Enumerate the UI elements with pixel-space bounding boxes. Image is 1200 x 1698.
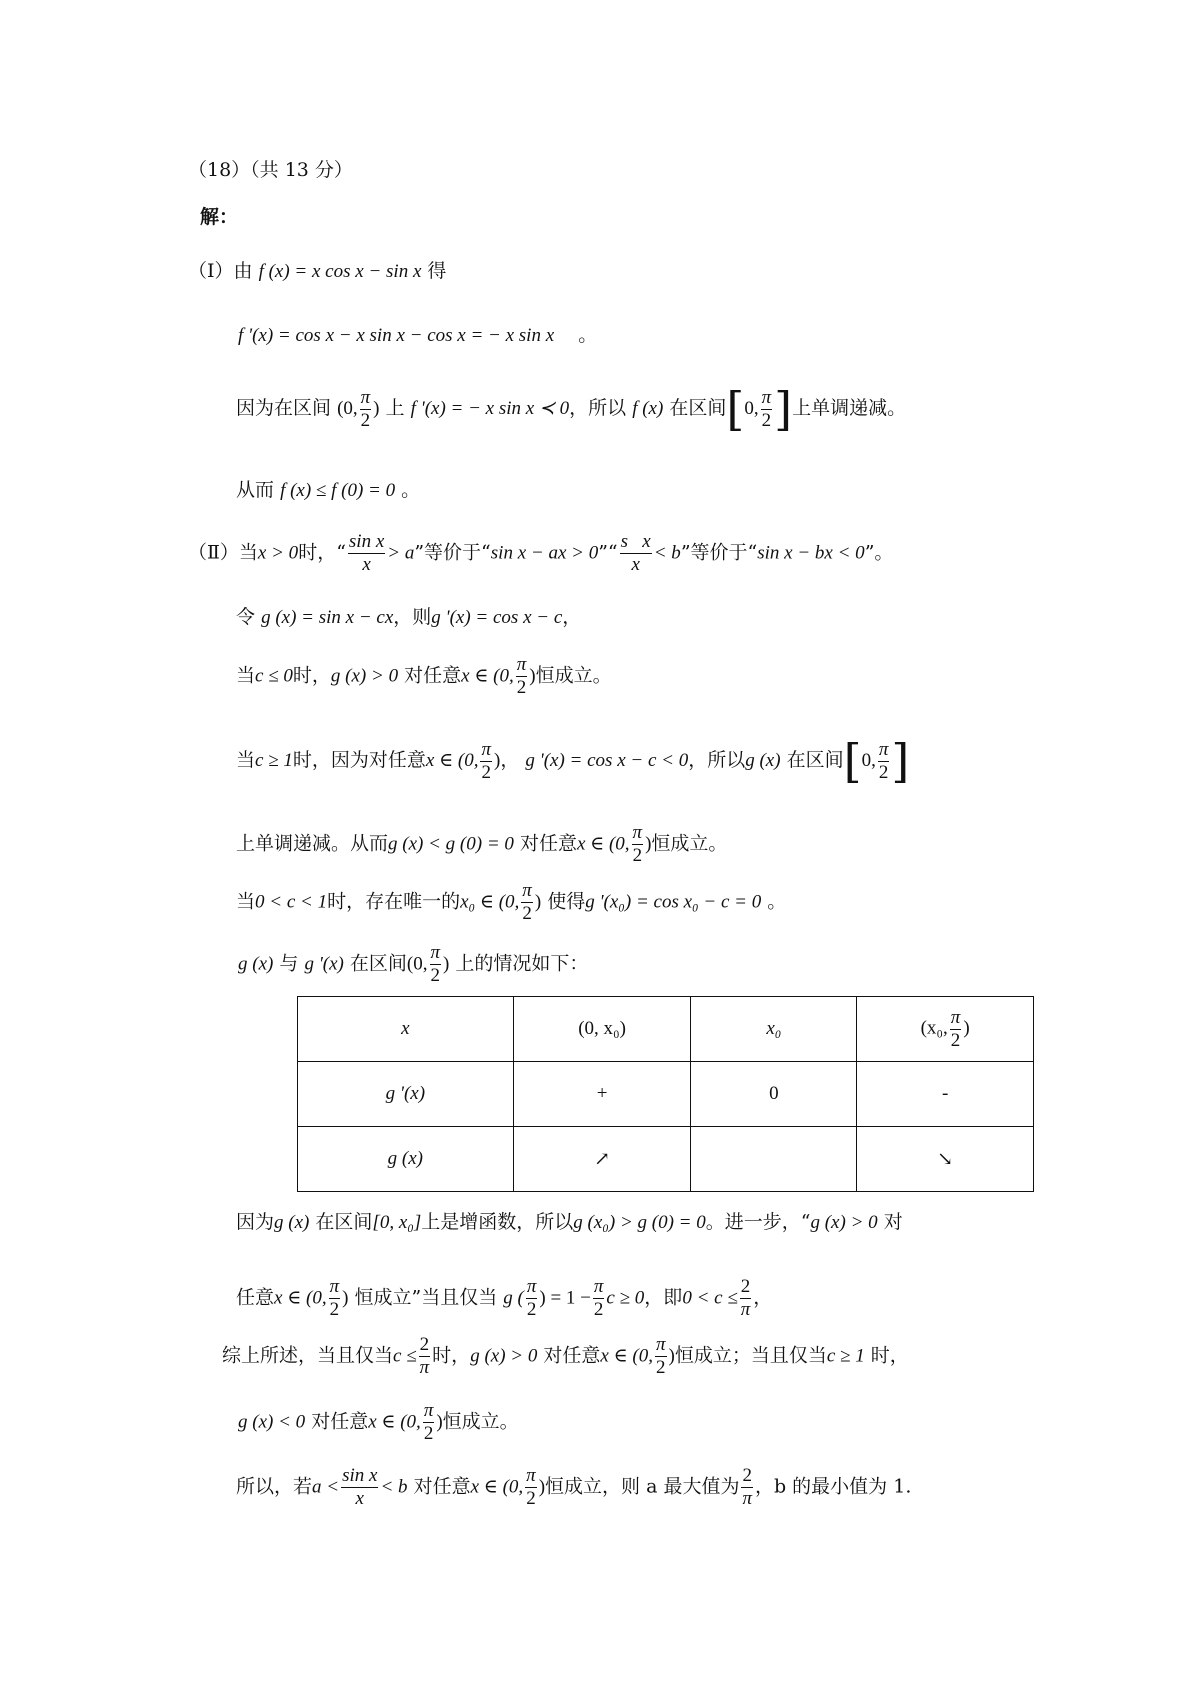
fraction-pi-over-2: $\frac{\pi}{2}$ <box>423 1400 434 1444</box>
fraction-pi-over-2: $\frac{\pi}{2}$ <box>593 1276 604 1320</box>
formula: > a <box>387 542 415 564</box>
formula: x ∈ (0, <box>576 833 630 855</box>
formula: sin x − bx < 0 <box>757 542 865 564</box>
problem-number: （18）（共 13 分） <box>188 159 353 181</box>
text: 当 <box>236 890 256 913</box>
text: 。 <box>578 324 598 346</box>
table-cell: ↗ <box>513 1127 691 1192</box>
text: 所以，若 <box>236 1475 313 1498</box>
formula: g '(x) <box>304 953 344 975</box>
part1-line4 <box>236 481 420 500</box>
formula: f (x) ≤ f (0) = 0 <box>280 480 396 501</box>
text: 时，“ <box>298 541 346 564</box>
text: 时， <box>292 664 331 687</box>
text: 。进一步，“ <box>705 1211 811 1233</box>
formula: 0 < c ≤ <box>682 1287 738 1309</box>
part2-line4: 当c ≥ 1时，因为对任意x ∈ (0, $\frac{\pi}{2}$ )， g '(x) = cos x − c < 0，所以g (x) 在区间[0, $\frac{\pi}{2}$ ] <box>236 734 910 788</box>
formula: g (x) <box>274 1212 310 1233</box>
formula: a < <box>312 1476 340 1498</box>
fraction-2-over-pi: $\frac{2}{\pi}$ <box>742 1465 752 1509</box>
fraction-pi-over-2: $\frac{\pi}{2}$ <box>632 822 643 866</box>
text: 时，存在唯一的 <box>327 890 461 913</box>
text: 上单调递减。 <box>792 397 907 419</box>
part2-line7: g (x) 与 g '(x) 在区间(0, $\frac{\pi}{2}$ ) 上的情况如下： <box>238 942 589 986</box>
formula: g '(x) = cos x − c <box>431 607 563 628</box>
formula: x ∈ (0, <box>461 665 514 687</box>
text: 恒成立”当且仅当 <box>354 1286 498 1309</box>
text: 时， <box>870 1344 909 1367</box>
formula: c ≥ 1 <box>826 1345 865 1367</box>
text: 恒成立；当且仅当 <box>674 1344 827 1367</box>
formula: g '(x) = cos x − c < 0 <box>525 750 689 771</box>
text: ， <box>562 606 582 628</box>
text: ，所以 <box>569 397 627 419</box>
formula: f (x) <box>632 398 664 419</box>
text: ，所以 <box>688 749 746 771</box>
fraction-pi-over-2: $\frac{\pi}{2}$ <box>878 738 889 783</box>
text: ，即 <box>644 1286 683 1309</box>
text: 恒成立。 <box>442 1410 519 1433</box>
text: 使得 <box>547 890 586 913</box>
fraction-pi-over-2: $\frac{\pi}{2}$ <box>656 1334 666 1378</box>
table-row <box>298 1127 1034 1192</box>
text: 在区间 <box>349 952 407 975</box>
text: 上 <box>385 397 405 419</box>
text: 在区间 <box>669 397 727 419</box>
table-cell: (0, x₀) <box>513 997 691 1062</box>
text: 与 <box>279 952 299 975</box>
table-cell: g '(x) <box>298 1062 514 1127</box>
text: 恒成立，则 a 最大值为 <box>545 1475 740 1498</box>
text: 在区间 <box>786 749 844 771</box>
fraction-pi-over-2: $\frac{\pi}{2}$ <box>522 880 532 924</box>
part2-line1 <box>188 531 893 576</box>
part2-line3: 当c ≤ 0时，g (x) > 0 对任意x ∈ (0, $\frac{\pi}{2}$ )恒成立。 <box>236 654 612 698</box>
text: 。 <box>767 890 787 913</box>
formula: x ∈ (0, <box>600 1345 653 1367</box>
text: ，则 <box>393 606 432 628</box>
part1-line3: 因为在区间 (0, $\frac{\pi}{2}$ ) 上 f '(x) = − x sin x ≺ 0，所以 f (x) 在区间[0, $\frac{\pi}{2}$ ]上单调递减。 <box>236 382 907 436</box>
formula: g (x₀) > g (0) = 0 <box>573 1212 706 1233</box>
table-row <box>298 1062 1034 1127</box>
formula: x > 0 <box>257 542 299 564</box>
conclusion-line1 <box>236 1213 903 1232</box>
table-cell: x <box>298 997 514 1062</box>
text: ”等价于“ <box>680 541 758 564</box>
text: 对 <box>883 1211 903 1233</box>
formula: c ≤ <box>393 1345 417 1367</box>
table-cell: 0 <box>691 1062 857 1127</box>
text: 对任意 <box>413 1475 471 1498</box>
conclusion-line3: 综上所述，当且仅当c ≤ $\frac{2}{\pi}$ 时，g (x) > 0 对任意x ∈ (0, $\frac{\pi}{2}$ )恒成立；当且仅当c ≥ 1 时， <box>222 1334 909 1378</box>
formula: f (x) = x cos x − sin x <box>258 261 422 282</box>
formula: sin x − ax > 0 <box>490 542 599 564</box>
table-cell: (x₀, $\frac{\pi}{2}$ ) <box>857 997 1034 1062</box>
text: ， <box>753 1286 773 1309</box>
text: 从而 <box>236 479 275 501</box>
text: 在区间 <box>315 1211 373 1233</box>
fraction-2-over-pi: $\frac{2}{\pi}$ <box>419 1334 430 1378</box>
text: ， <box>500 749 520 771</box>
formula: g (x) <box>745 750 781 771</box>
formula: x ∈ (0, <box>425 750 479 771</box>
text: 对任意 <box>543 1344 601 1367</box>
formula: g (x) < 0 <box>238 1411 306 1433</box>
text: 综上所述，当且仅当 <box>222 1344 394 1367</box>
text: 任意 <box>236 1286 275 1309</box>
formula: f '(x) = cos x − x sin x − cos x = − x sin x <box>238 325 555 346</box>
part2-line6: 当0 < c < 1时，存在唯一的x₀ ∈ (0, $\frac{\pi}{2}$ ) 使得g '(x₀) = cos x₀ − c = 0 。 <box>236 880 787 924</box>
text: 恒成立。 <box>535 664 612 687</box>
table-row <box>298 997 1034 1062</box>
fraction-pi-over-2: $\frac{\pi}{2}$ <box>329 1276 340 1320</box>
formula: g (x) > 0 <box>330 665 399 687</box>
text: ”“ <box>598 541 618 564</box>
fraction-pi-over-2: $\frac{\pi}{2}$ <box>430 942 441 986</box>
table-cell: g (x) <box>298 1127 514 1192</box>
table-cell <box>691 1127 857 1192</box>
text: 对任意 <box>519 832 577 855</box>
formula: c ≥ 0 <box>606 1287 645 1309</box>
text: 当 <box>236 664 256 687</box>
formula: c ≥ 1 <box>255 750 293 771</box>
formula: g (x) <box>238 953 274 975</box>
fraction-pi-over-2: $\frac{\pi}{2}$ <box>526 1276 537 1320</box>
text: ，b 的最小值为 1. <box>754 1475 912 1498</box>
text: 因为 <box>236 1211 275 1233</box>
formula: [0, x₀] <box>372 1212 422 1233</box>
part1-line1 <box>188 262 446 281</box>
text: （Ⅰ）由 <box>188 260 253 282</box>
part2-line5: 上单调递减。从而g (x) < g (0) = 0 对任意x ∈ (0, $\frac{\pi}{2}$ )恒成立。 <box>236 822 728 866</box>
formula: x ∈ (0, <box>470 1476 524 1498</box>
formula: x₀ ∈ (0, <box>460 891 520 913</box>
formula: x ∈ (0, <box>368 1411 421 1433</box>
formula: g (x) < g (0) = 0 <box>388 833 514 855</box>
table-cell: x₀ <box>691 997 857 1062</box>
solution-label: 解： <box>200 206 239 228</box>
text: 因为在区间 <box>236 397 332 419</box>
conclusion-line4: g (x) < 0 对任意x ∈ (0, $\frac{\pi}{2}$ )恒成立。 <box>238 1400 519 1444</box>
fraction-pi-over-2: $\frac{\pi}{2}$ <box>516 654 527 698</box>
fraction-pi-over-2: $\frac{\pi}{2}$ <box>360 386 371 431</box>
table-cell: ↘ <box>857 1127 1034 1192</box>
fraction-pi-over-2: $\frac{\pi}{2}$ <box>526 1465 536 1509</box>
part1-derivative <box>238 326 597 345</box>
fraction-sinx-over-x: $\frac{\text{sin x}}{x}$ <box>348 531 385 575</box>
text: （Ⅱ）当 <box>188 541 258 564</box>
conclusion-line2: 任意x ∈ (0, $\frac{\pi}{2}$ ) 恒成立”当且仅当 g ( $\frac{\pi}{2}$ ) = 1 − $\frac{\pi}{2}$ c ≥ 0，即0 < c ≤ $\frac{2}{\pi}$ ， <box>236 1276 773 1320</box>
text: 上的情况如下： <box>455 952 589 975</box>
text: 对任意 <box>311 1410 369 1433</box>
formula: < b <box>653 542 681 564</box>
text: 当 <box>236 749 256 771</box>
sign-table <box>297 996 1034 1192</box>
text: 令 <box>236 606 256 628</box>
text: 恒成立。 <box>651 832 728 855</box>
formula: g (x) > 0 <box>810 1212 878 1233</box>
fraction-pi-over-2: $\frac{\pi}{2}$ <box>761 386 772 431</box>
formula: g (x) > 0 <box>470 1345 538 1367</box>
text: 得 <box>427 260 447 282</box>
formula: g (x) = sin x − cx <box>261 607 394 628</box>
fraction-2-over-pi: $\frac{2}{\pi}$ <box>740 1276 751 1320</box>
fraction-sx-over-x: $\frac{\text{s x}}{x}$ <box>620 531 651 575</box>
formula: < b <box>380 1476 408 1498</box>
text: 。 <box>401 479 421 501</box>
formula: f '(x) = − x sin x ≺ 0 <box>410 398 570 419</box>
table-cell: + <box>513 1062 691 1127</box>
conclusion-line5: 所以，若a < $\frac{\text{sin x}}{x}$ < b 对任意x ∈ (0, $\frac{\pi}{2}$ )恒成立，则 a 最大值为 $\frac{2}{\pi}$ ，b 的最小值为 1. <box>236 1465 912 1509</box>
formula: g '(x₀) = cos x₀ − c = 0 <box>585 891 762 913</box>
text: 对任意 <box>404 664 462 687</box>
fraction-pi-over-2: $\frac{\pi}{2}$ <box>481 738 492 783</box>
formula: g ( <box>503 1287 524 1309</box>
text: 上单调递减。从而 <box>236 832 389 855</box>
text: ”等价于“ <box>414 541 491 564</box>
part2-line2 <box>236 608 581 627</box>
table-cell: - <box>857 1062 1034 1127</box>
text: 时，因为对任意 <box>292 749 426 771</box>
formula: x ∈ (0, <box>274 1287 327 1309</box>
text: ”。 <box>864 541 894 564</box>
formula: 0 < c < 1 <box>255 891 328 913</box>
text: 时， <box>432 1344 471 1367</box>
formula: c ≤ 0 <box>255 665 293 687</box>
text: 上是增函数，所以 <box>421 1211 574 1233</box>
fraction-sinx-over-x: $\frac{\text{sin x}}{x}$ <box>342 1465 378 1509</box>
